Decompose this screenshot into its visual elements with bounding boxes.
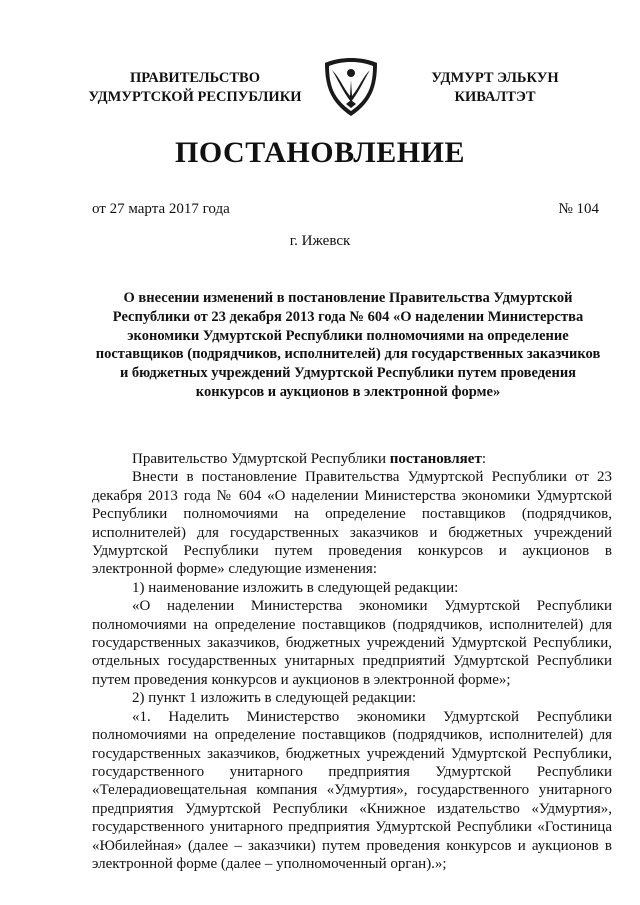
document-body	[92, 450, 612, 873]
header-left-line2: УДМУРТСКОЙ РЕСПУБЛИКИ	[88, 89, 302, 105]
body-paragraph-2: 1) наименование изложить в следующей редакции:	[132, 579, 459, 596]
government-name-udmurt	[400, 69, 590, 107]
body-paragraph-3: «О наделении Министерства экономики Удмуртской Республики полномочиями на определение поставщиков (подрядчиков, исполнителей) для государственных заказчиков, бюджетных учреждений Удмуртской Республики, отдельных государственных унитарных предприятий Удмуртской Республики путем проведения конкурсов и аукционов в электронной форме»;	[92, 598, 612, 688]
document-city: г. Ижевск	[289, 233, 351, 249]
header-right-line1: УДМУРТ ЭЛЬКУН	[431, 70, 559, 86]
body-paragraph-1: Внести в постановление Правительства Удмуртской Республики от 23 декабря 2013 года № 604 «О наделении Министерства экономики Удмуртской Республики полномочиями на определение поставщиков (подрядчиков, исполнителей) для государственных заказчиков и бюджетных учреждений Удмуртской Республики путем проведения конкурсов и аукционов в электронной форме» следующие изменения:	[92, 469, 612, 578]
body-intro	[92, 450, 612, 468]
document-number: № 104	[558, 201, 599, 217]
document-title: О внесении изменений в постановление Правительства Удмуртской Республики от 23 декабря 2013 года № 604 «О наделении Министерства экономики Удмуртской Республики полномочиями на определение поставщиков (подрядчиков, исполнителей) для государственных заказчиков и бюджетных учреждений Удмуртской Республики путем проведения конкурсов и аукционов в электронной форме»	[95, 290, 601, 400]
body-intro-bold: постановляет	[389, 451, 482, 467]
coat-of-arms-icon	[320, 56, 382, 118]
body-intro-end: :	[481, 451, 486, 467]
header-left-line1: ПРАВИТЕЛЬСТВО	[130, 70, 260, 86]
government-name-russian	[70, 69, 320, 107]
body-paragraph-4: 2) пункт 1 изложить в следующей редакции:	[132, 690, 417, 707]
header-right-line2: КИВАЛТЭТ	[454, 89, 536, 105]
document-date: от 27 марта 2017 года	[92, 201, 230, 217]
document-type-heading: ПОСТАНОВЛЕНИЕ	[175, 136, 465, 169]
body-paragraph-5: «1. Наделить Министерство экономики Удмуртской Республики полномочиями на определение поставщиков (подрядчиков, исполнителей) для государственных заказчиков, бюджетных учреждений Удмуртской Республики, государственного унитарного предприятия Удмуртской Республики «Телерадиовещательная компания «Удмуртия», государственного унитарного предприятия Удмуртской Республики «Книжное издательство «Удмуртия», государственного унитарного предприятия Удмуртской Республики «Гостиница «Юбилейная» (далее – заказчики) путем проведения конкурсов и аукционов в электронной форме (далее – уполномоченный орган).»;	[92, 708, 612, 872]
body-intro-start: Правительство Удмуртской Республики	[132, 451, 390, 467]
